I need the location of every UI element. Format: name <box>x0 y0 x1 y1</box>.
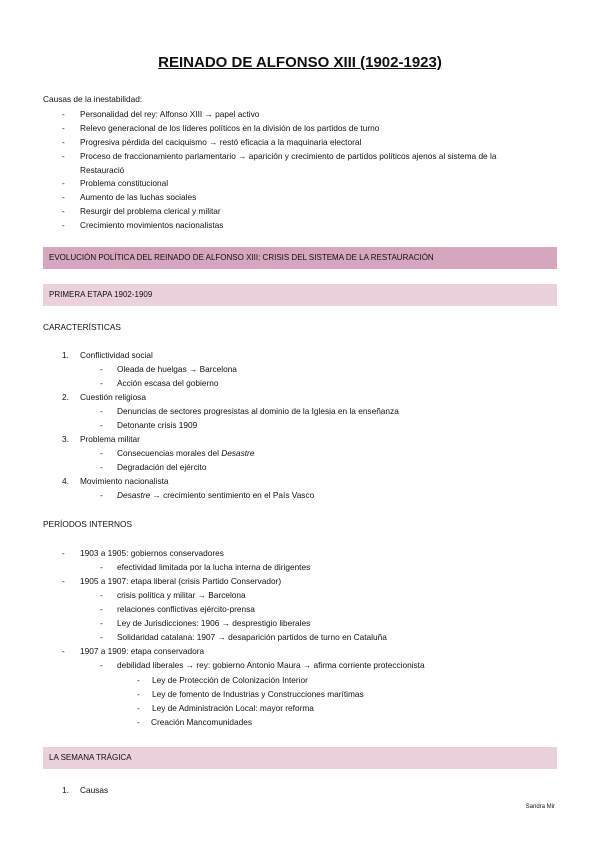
bullet-dash: - <box>62 646 65 656</box>
caracteristicas-heading: CARACTERÍSTICAS <box>43 322 121 332</box>
subitem-text: Consecuencias morales del <box>117 448 222 458</box>
bullet-dash: - <box>100 562 103 572</box>
bullet-dash: - <box>100 420 103 430</box>
bullet-dash: - <box>100 406 103 416</box>
section-header-semana-tragica <box>43 747 557 769</box>
italic-desastre: Desastre <box>221 448 255 458</box>
list-item: Proceso de fraccionamiento parlamentario → aparición y crecimiento de partidos políticos ajenos al sistema de la <box>80 151 497 161</box>
list-number: 3. <box>62 434 69 444</box>
section-header-text: PRIMERA ETAPA 1902-1909 <box>49 290 153 299</box>
page-title: REINADO DE ALFONSO XIII (1902-1923) <box>158 54 442 71</box>
list-subitem: Acción escasa del gobierno <box>117 378 219 388</box>
list-item: Relevo generacional de los líderes políticos en la división de los partidos de turno <box>80 123 380 133</box>
bullet-dash: - <box>100 590 103 600</box>
bullet-dash: - <box>62 178 65 188</box>
bullet-dash: - <box>137 675 140 685</box>
list-subitem: debilidad liberales → rey: gobierno Antonio Maura → afirma corriente proteccionista <box>117 660 425 670</box>
section-header-text: LA SEMANA TRÁGICA <box>49 753 132 762</box>
list-subitem: efectividad limitada por la lucha interna de dirigentes <box>117 562 311 572</box>
list-subsubitem: Ley de Administración Local: mayor reforma <box>152 703 314 713</box>
list-subitem <box>117 489 314 501</box>
list-number: 2. <box>62 392 69 402</box>
bullet-dash: - <box>100 448 103 458</box>
bullet-dash: - <box>137 689 140 699</box>
list-item: Personalidad del rey: Alfonso XIII → papel activo <box>80 109 260 119</box>
list-item: Problema militar <box>80 434 140 444</box>
list-item: Movimiento nacionalista <box>80 476 169 486</box>
list-number: 4. <box>62 476 69 486</box>
list-item: Progresiva pérdida del caciquismo → restó eficacia a la maquinaria electoral <box>80 137 362 147</box>
bullet-dash: - <box>62 192 65 202</box>
list-item-continuation: Restauració <box>80 165 125 175</box>
list-item: Problema constitucional <box>80 178 169 188</box>
periodos-heading: PERÍODOS INTERNOS <box>43 519 132 529</box>
list-subsubitem: Ley de fomento de Industrias y Construcciones marítimas <box>152 689 364 699</box>
list-item: Resurgir del problema clerical y militar <box>80 206 221 216</box>
list-item: Conflictividad social <box>80 350 153 360</box>
bullet-dash: - <box>100 462 103 472</box>
list-item: Cuestión religiosa <box>80 392 146 402</box>
list-subsubitem: Creación Mancomunidades <box>151 717 253 727</box>
bullet-dash: - <box>100 618 103 628</box>
list-subitem: Solidaridad catalana: 1907 → desaparición partidos de turno en Cataluña <box>117 632 387 642</box>
bullet-dash: - <box>62 548 65 558</box>
list-item: Aumento de las luchas sociales <box>80 192 197 202</box>
section-header-evolucion <box>43 247 557 269</box>
list-item: Crecimiento movimientos nacionalistas <box>80 220 224 230</box>
list-subitem: relaciones conflictivas ejército-prensa <box>117 604 255 614</box>
bullet-dash: - <box>62 123 65 133</box>
italic-desastre: Desastre <box>117 490 151 500</box>
list-subitem: Oleada de huelgas → Barcelona <box>117 364 237 374</box>
footer-author: Sandra Mir <box>525 804 555 810</box>
list-subitem: Ley de Jurisdicciones: 1906 → desprestigio liberales <box>117 618 311 628</box>
bullet-dash: - <box>62 109 65 119</box>
bullet-dash: - <box>137 717 140 727</box>
list-subsubitem: Ley de Protección de Colonización Interior <box>152 675 308 685</box>
bullet-dash: - <box>100 604 103 614</box>
list-number: 1. <box>62 785 69 795</box>
bullet-dash: - <box>62 137 65 147</box>
list-item: 1907 a 1909: etapa conservadora <box>80 646 205 656</box>
list-item: Causas <box>80 785 109 795</box>
subitem-text: → crecimiento sentimiento en el País Vasco <box>150 490 315 500</box>
section-header-text: EVOLUCIÓN POLÍTICA DEL REINADO DE ALFONSO XIII: CRISIS DEL SISTEMA DE LA RESTAURACIÓN <box>49 253 434 262</box>
list-number: 1. <box>62 350 69 360</box>
section-header-primera-etapa <box>43 284 557 306</box>
bullet-dash: - <box>62 576 65 586</box>
bullet-dash: - <box>62 206 65 216</box>
list-item: 1903 a 1905: gobiernos conservadores <box>80 548 224 558</box>
bullet-dash: - <box>100 490 103 500</box>
bullet-dash: - <box>62 151 65 161</box>
list-subitem: Degradación del ejército <box>117 462 207 472</box>
bullet-dash: - <box>100 364 103 374</box>
bullet-dash: - <box>100 660 103 670</box>
list-subitem: crisis política y militar → Barcelona <box>117 590 246 600</box>
causas-heading: Causas de la inestabilidad: <box>43 94 143 104</box>
bullet-dash: - <box>62 220 65 230</box>
bullet-dash: - <box>137 703 140 713</box>
bullet-dash: - <box>100 632 103 642</box>
list-subitem <box>117 447 254 459</box>
list-item: 1905 a 1907: etapa liberal (crisis Partido Conservador) <box>80 576 282 586</box>
list-subitem: Denuncias de sectores progresistas al dominio de la Iglesia en la enseñanza <box>117 406 399 416</box>
list-subitem: Detonante crisis 1909 <box>117 420 198 430</box>
bullet-dash: - <box>100 378 103 388</box>
